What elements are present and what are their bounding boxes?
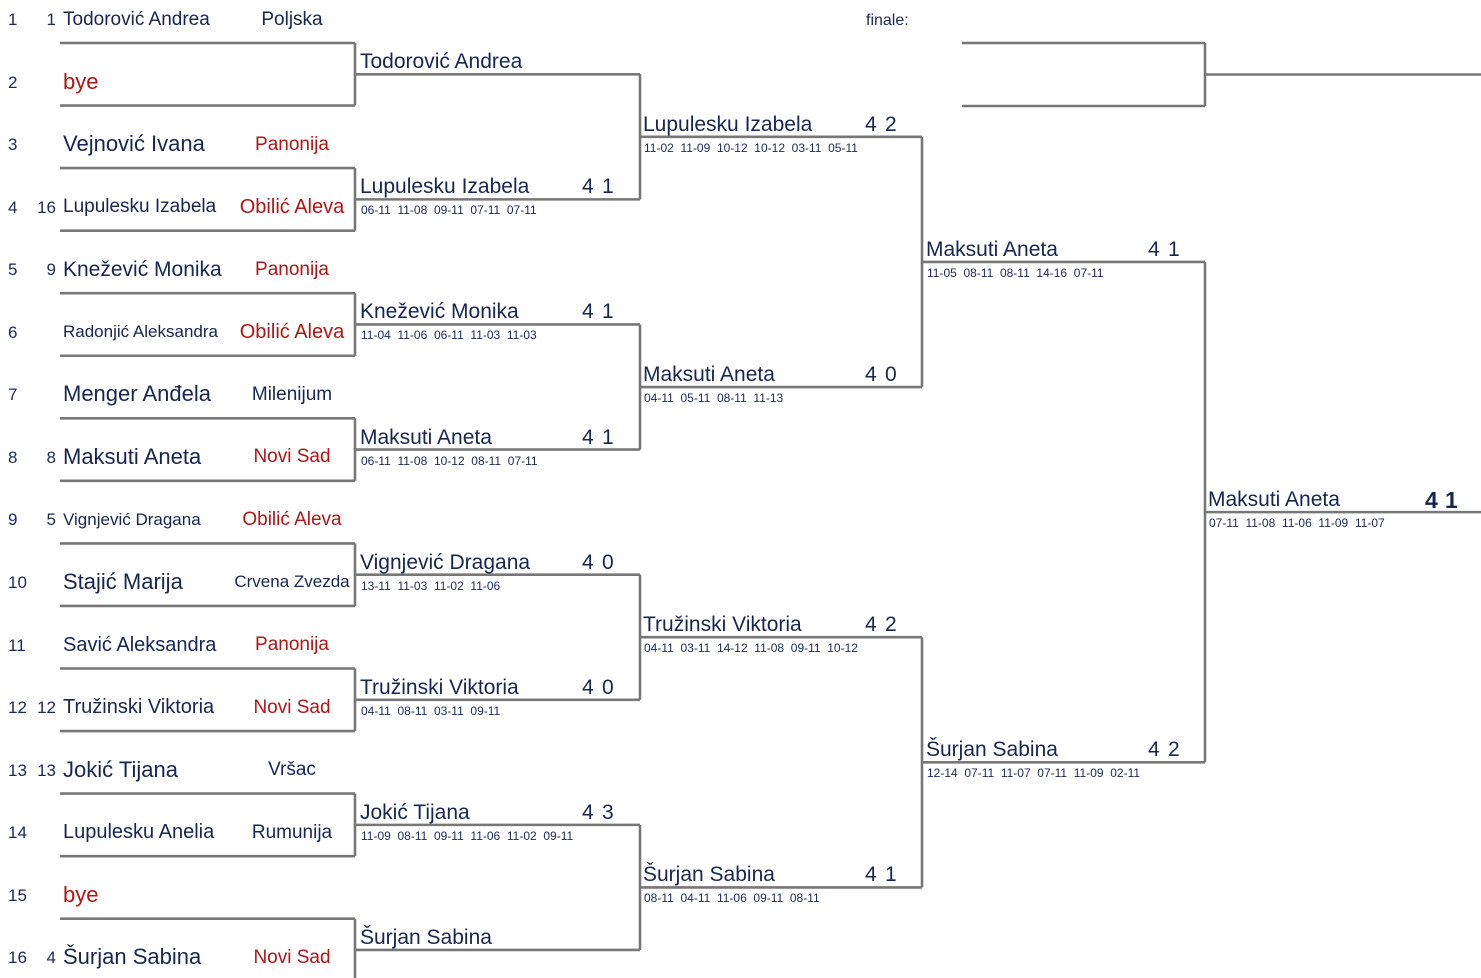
winner-name: Maksuti Aneta (643, 363, 775, 387)
player-name: Vignjević Dragana (63, 509, 201, 529)
sets-won: 4 (582, 675, 594, 699)
club-name: Obilić Aleva (242, 508, 342, 530)
winner-name: Tružinski Viktoria (643, 613, 802, 637)
game-scores: 11-09 08-11 09-11 11-06 11-02 09-11 (361, 828, 574, 843)
winner-name: Jokić Tijana (360, 800, 470, 824)
entry-position: 4 (8, 197, 18, 217)
club-name: Milenijum (251, 383, 333, 405)
sets-lost: 1 (1445, 487, 1458, 514)
sets-won: 4 (582, 550, 594, 574)
entry-position: 3 (8, 135, 18, 155)
entry-position: 9 (8, 510, 18, 530)
sets-won: 4 (582, 800, 594, 824)
sets-won: 4 (1148, 738, 1160, 762)
game-scores: 11-05 08-11 08-11 14-16 07-11 (927, 265, 1104, 280)
entry-position: 2 (8, 72, 18, 92)
player-name: Lupulesku Anelia (63, 821, 215, 844)
entry-position: 6 (8, 322, 18, 342)
player-name: Lupulesku Izabela (63, 196, 217, 218)
sets-won: 4 (865, 112, 877, 136)
club-name: Novi Sad (253, 446, 331, 468)
winner-name: Vignjević Dragana (360, 550, 531, 574)
entry-position: 11 (8, 635, 26, 655)
winner-name: Maksuti Aneta (1208, 488, 1340, 512)
sets-lost: 1 (885, 863, 897, 887)
game-scores: 04-11 05-11 08-11 11-13 (644, 391, 784, 406)
sets-lost: 0 (885, 363, 897, 387)
winner-name: Todorović Andrea (360, 50, 523, 74)
sets-lost: 1 (602, 425, 614, 449)
entry-seed: 1 (46, 10, 56, 29)
club-name: Vršac (268, 759, 316, 781)
club-name: Panonija (255, 133, 329, 155)
sets-lost: 1 (602, 175, 614, 199)
sets-lost: 0 (602, 675, 614, 699)
entry-seed: 9 (46, 260, 56, 280)
winner-name: Maksuti Aneta (360, 425, 492, 449)
winner-name: Lupulesku Izabela (643, 112, 813, 136)
player-name: Knežević Monika (63, 257, 222, 281)
player-name: bye (63, 881, 99, 907)
entry-seed: 8 (46, 447, 56, 467)
entry-seed: 12 (37, 698, 56, 718)
sets-lost: 1 (1168, 237, 1180, 261)
sets-won: 4 (582, 175, 594, 199)
sets-won: 4 (865, 613, 877, 637)
club-name: Panonija (255, 258, 329, 280)
sets-lost: 3 (602, 800, 614, 824)
winner-name: Maksuti Aneta (926, 237, 1058, 261)
club-name: Novi Sad (253, 696, 331, 718)
game-scores: 11-02 11-09 10-12 10-12 03-11 05-11 (644, 140, 858, 155)
club-name: Obilić Aleva (239, 320, 345, 343)
game-scores: 11-04 11-06 06-11 11-03 11-03 (361, 328, 537, 343)
sets-lost: 2 (1168, 738, 1180, 762)
entry-seed: 4 (46, 948, 56, 968)
winner-name: Knežević Monika (360, 300, 519, 324)
winner-name: Lupulesku Izabela (360, 175, 530, 199)
sets-won: 4 (1148, 237, 1160, 261)
player-name: Tružinski Viktoria (63, 696, 215, 719)
sets-lost: 2 (885, 112, 897, 136)
winner-name: Šurjan Sabina (643, 863, 775, 887)
entry-position: 16 (8, 948, 27, 968)
club-name: Crvena Zvezda (234, 572, 350, 592)
game-scores: 04-11 08-11 03-11 09-11 (361, 703, 501, 718)
entry-position: 1 (8, 10, 18, 29)
entry-seed: 16 (37, 197, 56, 217)
sets-won: 4 (582, 300, 594, 324)
sets-won: 4 (582, 425, 594, 449)
final-label: finale: (866, 12, 909, 29)
player-name: Šurjan Sabina (63, 944, 202, 970)
entry-position: 13 (8, 760, 27, 780)
entry-position: 10 (8, 572, 27, 592)
player-name: Stajić Marija (63, 568, 183, 594)
winner-name: Šurjan Sabina (926, 738, 1058, 762)
winner-name: Tružinski Viktoria (360, 675, 519, 699)
entry-position: 5 (8, 260, 18, 280)
player-name: Todorović Andrea (63, 8, 210, 30)
entry-position: 14 (8, 823, 27, 843)
player-name: Radonjić Aleksandra (63, 322, 218, 342)
entry-seed: 13 (37, 760, 56, 780)
game-scores: 08-11 04-11 11-06 09-11 08-11 (644, 891, 820, 906)
game-scores: 07-11 11-08 11-06 11-09 11-07 (1209, 516, 1385, 531)
entry-position: 15 (8, 885, 27, 905)
player-name: Vejnović Ivana (63, 131, 205, 157)
game-scores: 04-11 03-11 14-12 11-08 09-11 10-12 (644, 641, 858, 656)
player-name: Savić Aleksandra (63, 633, 217, 656)
game-scores: 06-11 11-08 09-11 07-11 07-11 (361, 203, 537, 218)
entry-position: 7 (8, 385, 18, 405)
club-name: Panonija (255, 634, 329, 655)
club-name: Rumunija (251, 821, 333, 843)
game-scores: 12-14 07-11 11-07 07-11 11-09 02-11 (927, 766, 1141, 781)
game-scores: 06-11 11-08 10-12 08-11 07-11 (361, 453, 538, 468)
player-name: Menger Anđela (63, 381, 211, 407)
sets-lost: 1 (602, 300, 614, 324)
club-name: Novi Sad (253, 946, 331, 968)
sets-won: 4 (1425, 487, 1438, 514)
sets-lost: 2 (885, 613, 897, 637)
entry-position: 12 (8, 698, 27, 718)
player-name: bye (63, 68, 99, 94)
game-scores: 13-11 11-03 11-02 11-06 (361, 578, 501, 593)
sets-lost: 0 (602, 550, 614, 574)
sets-won: 4 (865, 363, 877, 387)
entry-seed: 5 (46, 510, 56, 530)
player-name: Maksuti Aneta (63, 443, 202, 469)
winner-name: Šurjan Sabina (360, 925, 492, 949)
sets-won: 4 (865, 863, 877, 887)
player-name: Jokić Tijana (63, 756, 178, 782)
entry-position: 8 (8, 447, 18, 467)
club-name: Poljska (261, 8, 323, 30)
club-name: Obilić Aleva (239, 195, 345, 218)
